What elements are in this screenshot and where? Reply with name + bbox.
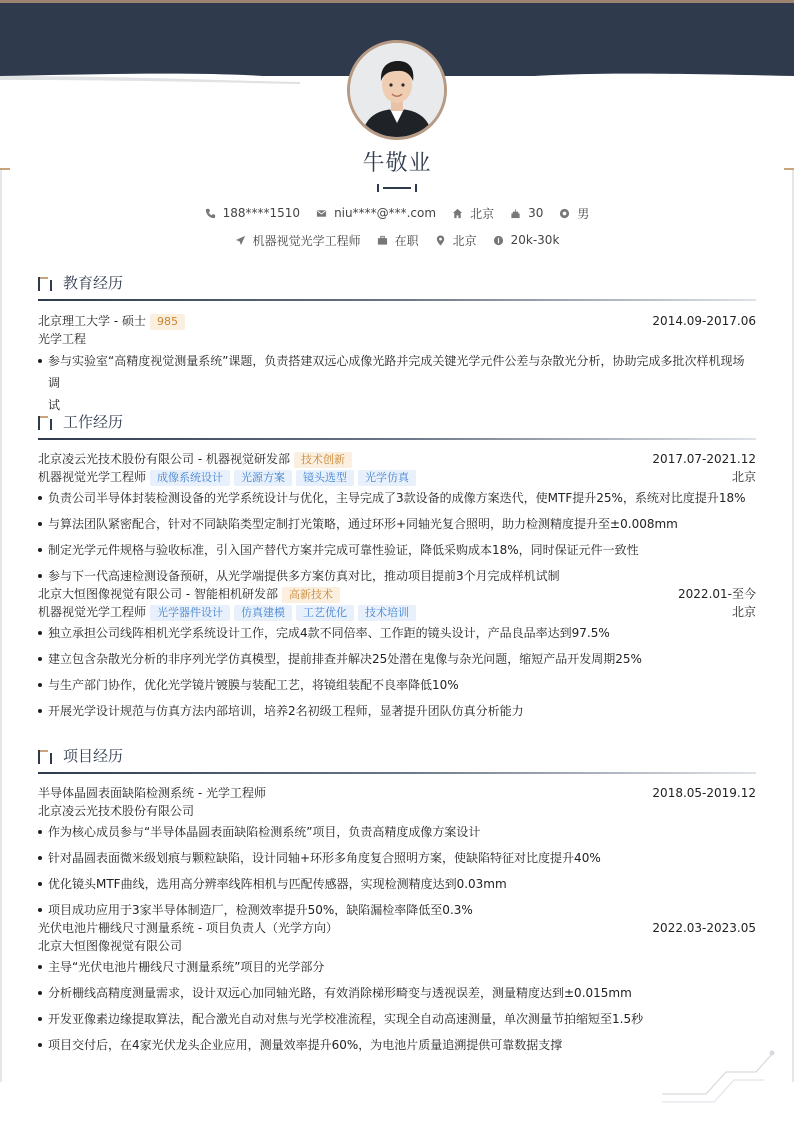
entry-date: 2014.09-2017.06: [652, 314, 756, 328]
work-city: 北京: [731, 605, 756, 619]
project-entry-2: [38, 919, 756, 1056]
project-company: 北京凌云光技术股份有限公司: [38, 804, 195, 818]
list-item: 建立包含杂散光分析的非序列光学仿真模型，提前排查并解决25处潜在鬼像与杂光问题，缩短产品开发周期25%: [38, 648, 756, 670]
skill-tag: 光学器件设计: [150, 605, 230, 621]
section-divider: [38, 299, 756, 301]
skill-tag: 仿真建模: [234, 605, 292, 621]
avatar: [347, 40, 447, 140]
location-pin-icon: [435, 235, 446, 246]
entry-date: 2022.01-至今: [678, 587, 756, 601]
list-item: 主导“光伏电池片栅线尺寸测量系统”项目的光学部分: [38, 956, 756, 978]
list-item: 项目成功应用于3家半导体制造厂，检测效率提升50%，缺陷漏检率降低至0.3%: [38, 899, 756, 921]
section-divider: [38, 438, 756, 440]
education-entry: [38, 312, 756, 416]
left-border-rule: [0, 170, 2, 1082]
status-item: [377, 232, 419, 248]
work-city: 北京: [731, 470, 756, 484]
list-item: 制定光学元件规格与验收标准，引入国产替代方案并完成可靠性验证，降低采购成本18%，同时保证元件一致性: [38, 539, 756, 561]
entry-date: 2018.05-2019.12: [652, 786, 756, 800]
contact-row: [0, 205, 794, 221]
email-item: [316, 205, 436, 221]
phone-icon: [205, 208, 216, 219]
age-text: 30: [528, 206, 544, 220]
work-title: 工作经历: [63, 413, 124, 431]
project-bullets: [38, 956, 756, 1056]
skill-tag: 工艺优化: [296, 605, 354, 621]
gender-item: [559, 205, 589, 221]
work-bullets: [38, 487, 756, 587]
position-text: 机器视觉光学工程师: [252, 233, 361, 248]
company-dept: 北京凌云光技术股份有限公司 - 机器视觉研发部: [38, 452, 290, 466]
work-header: [38, 411, 756, 441]
list-item: 参与实验室“高精度视觉测量系统”课题，负责搭建双远心成像光路并完成关键光学元件公差与杂散光分析，协助完成多批次样机现场调 试: [38, 350, 756, 416]
entry-sub-row: [38, 802, 756, 820]
entry-date: 2017.07-2021.12: [652, 452, 756, 466]
project-title-role: 光伏电池片栅线尺寸测量系统 - 项目负责人（光学方向）: [38, 921, 338, 935]
project-company: 北京大恒图像视觉有限公司: [38, 939, 183, 953]
phone-text: 188****1510: [222, 206, 301, 220]
section-bracket-icon: [38, 277, 54, 291]
entry-header-row: [38, 450, 756, 468]
company-dept: 北京大恒图像视觉有限公司 - 智能相机研发部: [38, 587, 278, 601]
company-tag: 技术创新: [294, 452, 352, 468]
cake-icon: [510, 208, 521, 219]
entry-sub-row: [38, 468, 756, 486]
entry-header-row: [38, 312, 756, 330]
list-item: 针对晶圆表面微米级划痕与颗粒缺陷，设计同轴+环形多角度复合照明方案，使缺陷特征对比度提升40%: [38, 847, 756, 869]
money-icon: [493, 235, 504, 246]
skill-tag: 光学仿真: [358, 470, 416, 486]
hometown-text: 北京: [470, 206, 495, 221]
list-item: 与算法团队紧密配合，针对不同缺陷类型定制打光策略，通过环形+同轴光复合照明，助力检测精度提升至±0.008mm: [38, 513, 756, 535]
briefcase-icon: [377, 235, 388, 246]
entry-date: 2022.03-2023.05: [652, 921, 756, 935]
project-header: [38, 745, 756, 775]
education-title: 教育经历: [63, 274, 124, 292]
person-photo-icon: [350, 43, 444, 137]
project-section: [38, 745, 756, 1060]
job-intent-row: [0, 232, 794, 248]
list-item: 项目交付后，在4家光伏龙头企业应用，测量效率提升60%，为电池片质量追溯提供可靠数据支撑: [38, 1034, 756, 1056]
work-section: [38, 411, 756, 726]
entry-header-row: [38, 585, 756, 603]
home-icon: [452, 208, 463, 219]
phone-item: [205, 205, 300, 221]
education-section: [38, 272, 756, 420]
skill-tag: 镜头选型: [296, 470, 354, 486]
city-item: [435, 232, 477, 248]
project-bullets: [38, 821, 756, 921]
salary-text: 20k-30k: [510, 233, 560, 247]
entry-header-row: [38, 919, 756, 937]
work-entry-1: [38, 450, 756, 587]
city-text: 北京: [452, 233, 477, 248]
school-tag: 985: [150, 314, 185, 330]
list-item: 开展光学设计规范与仿真方法内部培训，培养2名初级工程师，显著提升团队仿真分析能力: [38, 700, 756, 722]
work-bullets: [38, 622, 756, 722]
company-tag: 高新技术: [282, 587, 340, 603]
hometown-item: [452, 205, 494, 221]
mail-icon: [316, 208, 327, 219]
project-title-role: 半导体晶圆表面缺陷检测系统 - 光学工程师: [38, 786, 266, 800]
education-bullets: [38, 350, 756, 416]
section-divider: [38, 772, 756, 774]
name-divider-ornament: [377, 183, 417, 193]
section-bracket-icon: [38, 750, 54, 764]
list-item: 负责公司半导体封装检测设备的光学系统设计与优化，主导完成了3款设备的成像方案迭代，使MTF提升25%，系统对比度提升18%: [38, 487, 756, 509]
list-item: 参与下一代高速检测设备预研，从光学端提供多方案仿真对比，推动项目提前3个月完成样机试制: [38, 565, 756, 587]
job-role: 机器视觉光学工程师: [38, 605, 147, 619]
entry-sub-row: [38, 603, 756, 621]
email-text: niu****@***.com: [334, 206, 437, 220]
send-icon: [235, 235, 246, 246]
status-text: 在职: [394, 233, 419, 248]
major: 光学工程: [38, 332, 87, 346]
entry-sub-row: [38, 937, 756, 955]
skill-tag: 成像系统设计: [150, 470, 230, 486]
skill-tag: 技术培训: [358, 605, 416, 621]
list-item: 与生产部门协作，优化光学镜片镀膜与装配工艺，将镜组装配不良率降低10%: [38, 674, 756, 696]
work-entry-2: [38, 585, 756, 722]
entry-header-row: [38, 784, 756, 802]
project-entry-1: [38, 784, 756, 921]
list-item: 分析栅线高精度测量需求，设计双远心加同轴光路，有效消除梯形畸变与透视误差，测量精度达到±0.015mm: [38, 982, 756, 1004]
project-title: 项目经历: [63, 747, 124, 765]
section-bracket-icon: [38, 416, 54, 430]
gender-text: 男: [577, 206, 590, 221]
position-item: [235, 232, 361, 248]
corner-decoration: [660, 1048, 780, 1108]
list-item: 独立承担公司线阵相机光学系统设计工作，完成4款不同倍率、工作距的镜头设计，产品良品率达到97.5%: [38, 622, 756, 644]
list-item: 开发亚像素边缘提取算法，配合激光自动对焦与光学校准流程，实现全自动高速测量，单次测量节拍缩短至1.5秒: [38, 1008, 756, 1030]
entry-sub-row: [38, 330, 756, 348]
list-item: 优化镜头MTF曲线，选用高分辨率线阵相机与匹配传感器，实现检测精度达到0.03mm: [38, 873, 756, 895]
school-degree: 北京理工大学 - 硕士: [38, 314, 146, 328]
skill-tag: 光源方案: [234, 470, 292, 486]
job-role: 机器视觉光学工程师: [38, 470, 147, 484]
age-item: [510, 205, 543, 221]
candidate-name: 牛敬业: [362, 151, 432, 176]
salary-item: [493, 232, 560, 248]
gender-icon: [559, 208, 570, 219]
education-header: [38, 272, 756, 302]
list-item: 作为核心成员参与“半导体晶圆表面缺陷检测系统”项目，负责高精度成像方案设计: [38, 821, 756, 843]
